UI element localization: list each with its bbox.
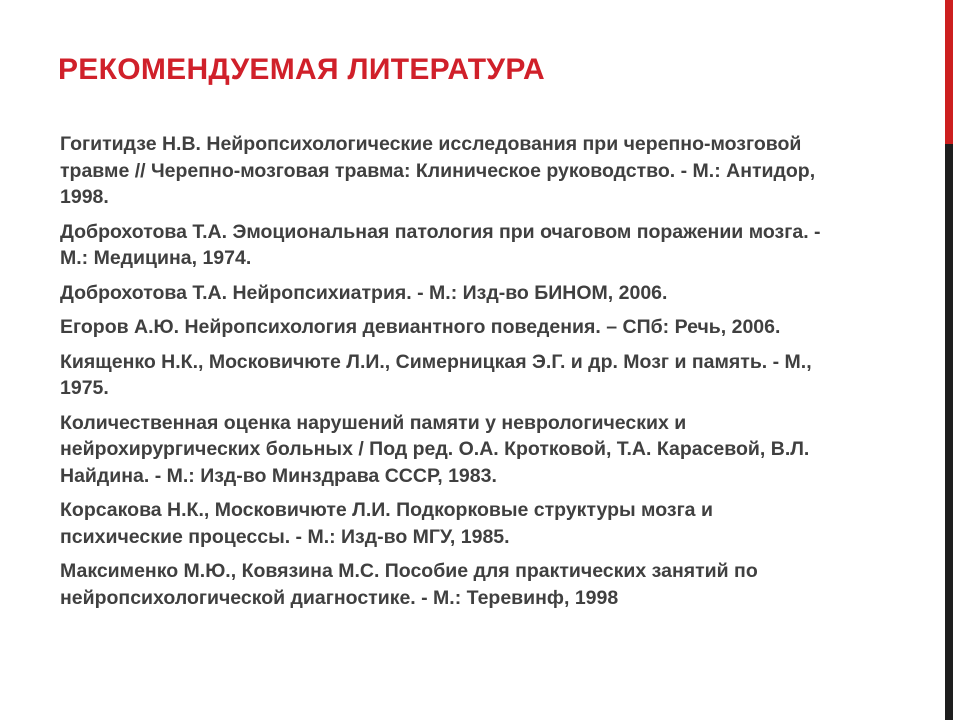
reference-item: Доброхотова Т.А. Нейропсихиатрия. - М.: Изд-во БИНОМ, 2006. <box>60 281 668 304</box>
reference-list <box>60 131 840 619</box>
accent-bar-bottom <box>945 144 953 720</box>
reference-item: Количественная оценка нарушений памяти у неврологических и нейрохирургических больных / Под ред. О.А. Кротковой, Т.А. Карасевой, В.Л. Найдина. - М.: Изд-во Минздрава СССР, 1983. <box>60 411 810 487</box>
reference-item: Киященко Н.К., Московичюте Л.И., Симерницкая Э.Г. и др. Мозг и память. - М., 1975. <box>60 350 812 399</box>
reference-item: Егоров А.Ю. Нейропсихология девиантного поведения. – СПб: Речь, 2006. <box>60 316 781 338</box>
reference-item: Корсакова Н.К., Московичюте Л.И. Подкорковые структуры мозга и психические процессы. - М.: Изд-во МГУ, 1985. <box>60 499 713 548</box>
reference-item: Гогитидзе Н.В. Нейропсихологические исследования при черепно-мозговой травме // Черепно-мозговая травма: Клиническое руководство. - М.: Антидор, 1998. <box>60 133 816 208</box>
reference-item: Максименко М.Ю., Ковязина М.С. Пособие для практических занятий по нейропсихологической диагностике. - М.: Теревинф, 1998 <box>60 560 758 609</box>
slide-title: РЕКОМЕНДУЕМАЯ ЛИТЕРАТУРА <box>58 53 546 86</box>
reference-item: Доброхотова Т.А. Эмоциональная патология при очаговом поражении мозга. - М.: Медицина, 1974. <box>60 220 821 269</box>
accent-bar-top <box>945 0 953 144</box>
